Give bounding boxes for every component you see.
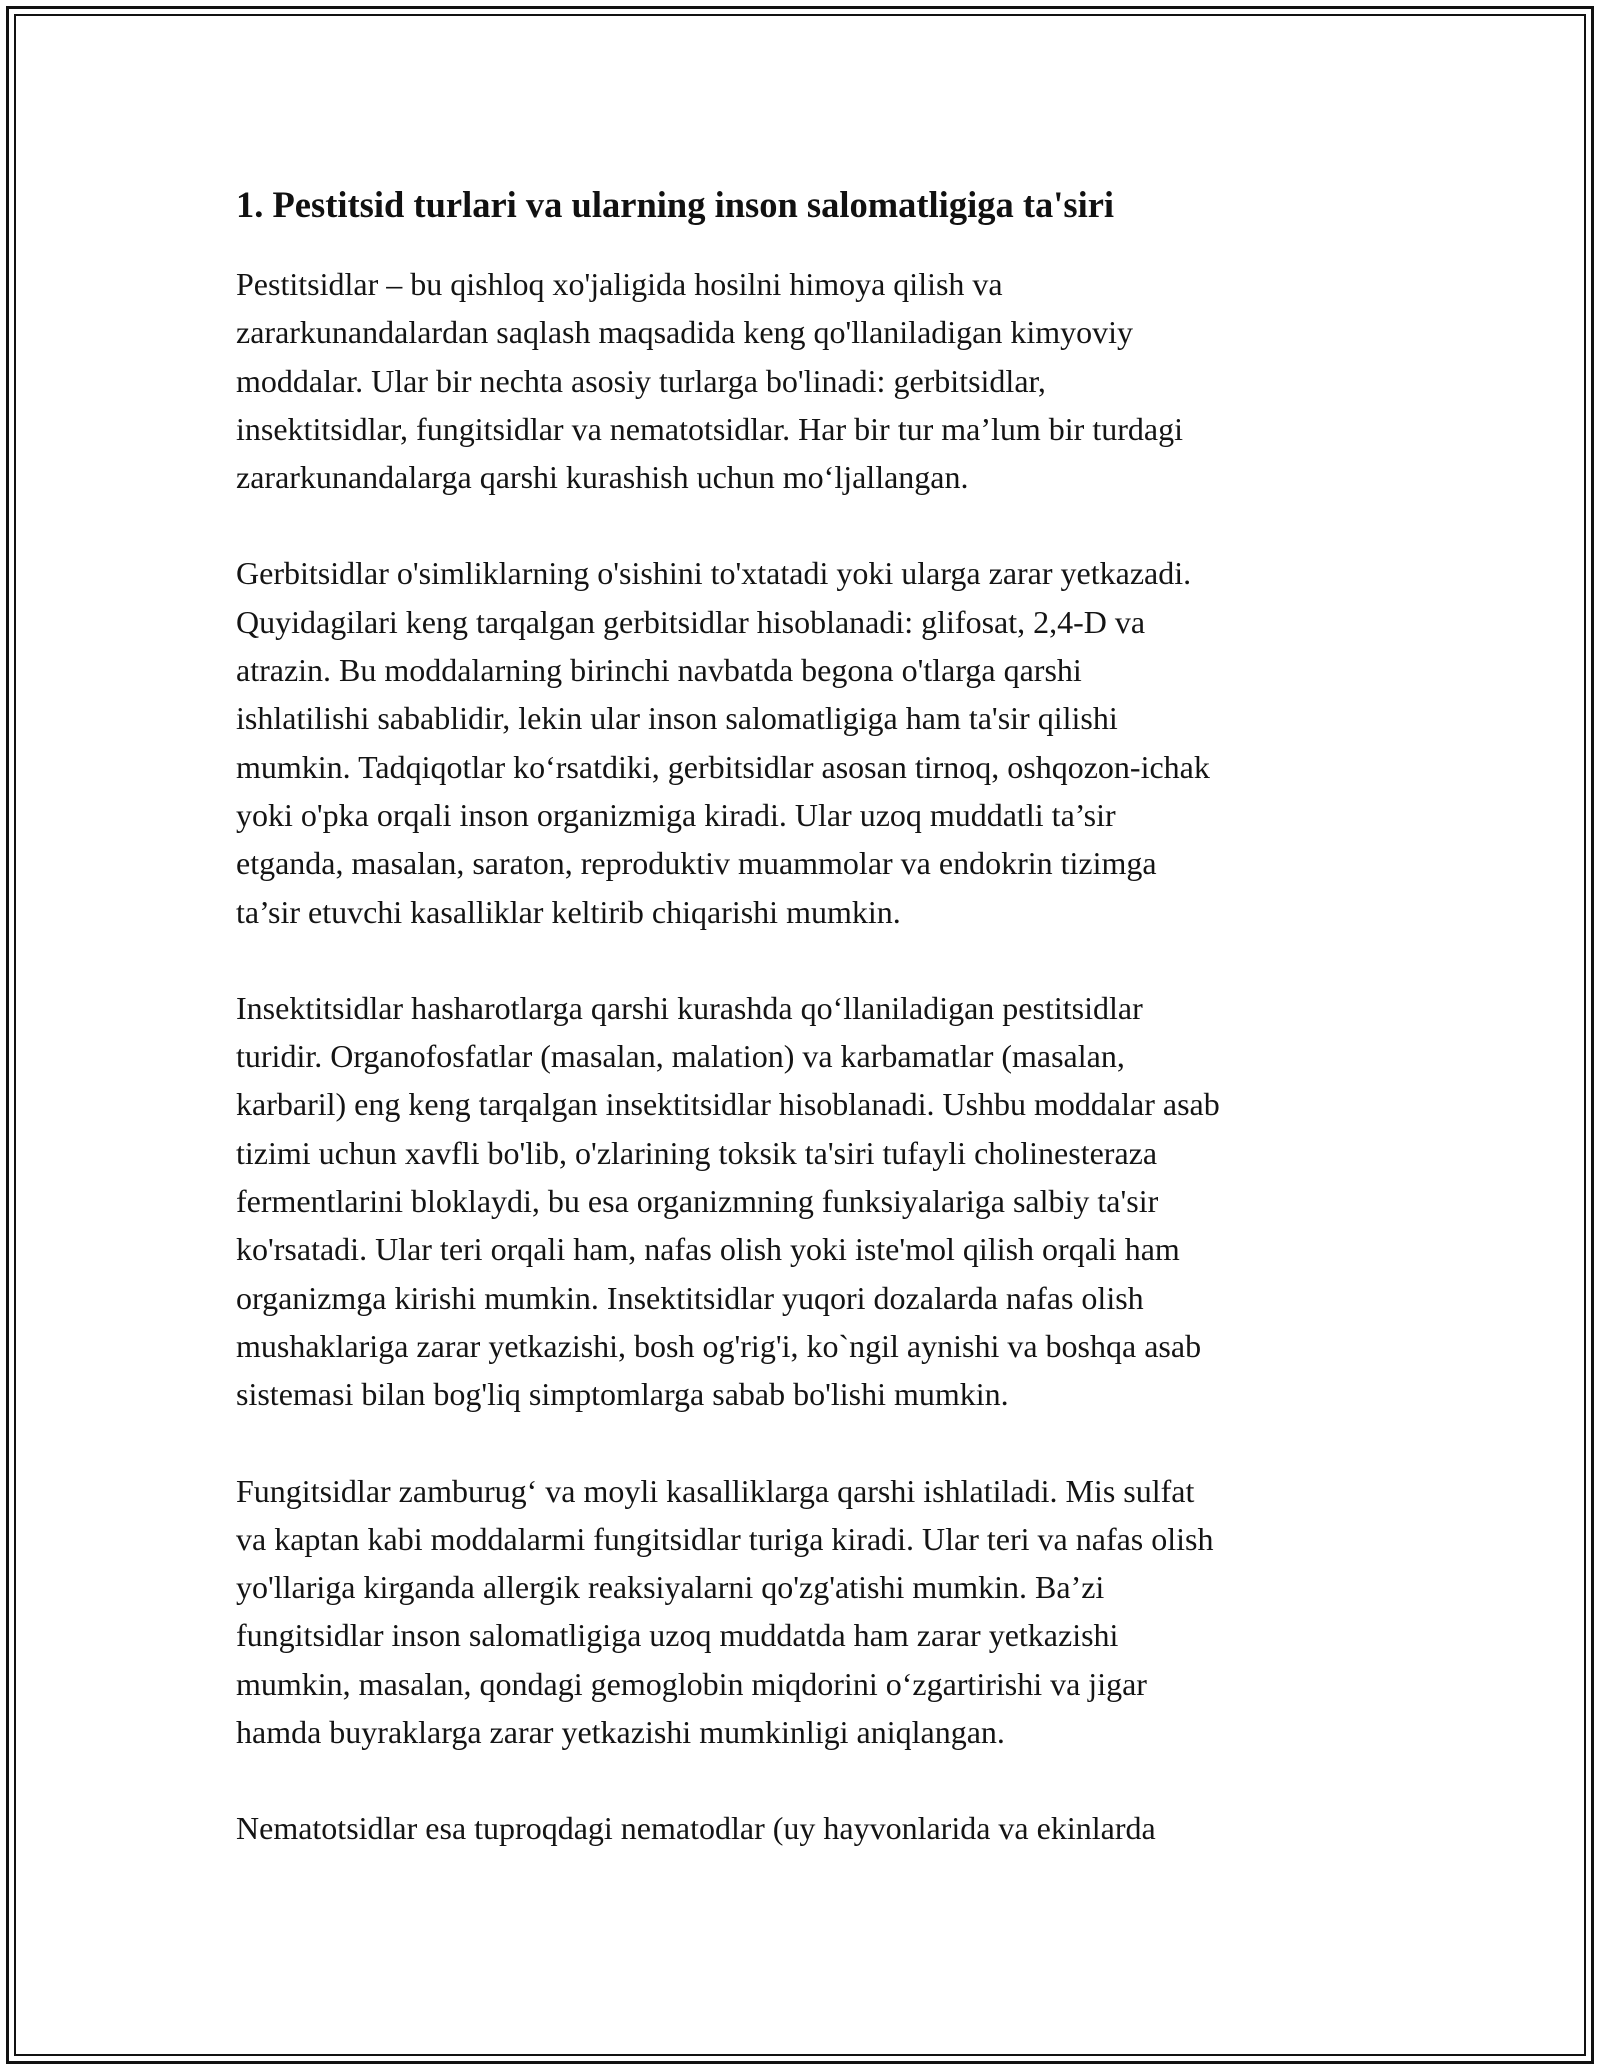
text-line: ishlatilishi sabablidir, lekin ular inson salomatligiga ham ta'sir qilishi (236, 700, 1118, 737)
text-line: Gerbitsidlar o'simliklarning o'sishini to'xtatadi yoki ularga zarar yetkazadi. (236, 555, 1192, 592)
text-line: ko'rsatadi. Ular teri orqali ham, nafas olish yoki iste'mol qilish orqali ham (236, 1231, 1180, 1268)
text-line: zararkunandalardan saqlash maqsadida keng qo'llaniladigan kimyoviy (236, 314, 1134, 351)
text-line: karbaril) eng keng tarqalgan insektitsidlar hisoblanadi. Ushbu moddalar asab (236, 1086, 1220, 1123)
text-line: yo'llariga kirganda allergik reaksiyalarni qo'zg'atishi mumkin. Ba’zi (236, 1569, 1105, 1606)
text-line: Quyidagilari keng tarqalgan gerbitsidlar hisoblanadi: glifosat, 2,4-D va (236, 603, 1146, 640)
section-heading: 1. Pestitsid turlari va ularning inson salomatligiga ta'siri (236, 184, 1115, 225)
text-line: mumkin. Tadqiqotlar ko‘rsatdiki, gerbitsidlar asosan tirnoq, oshqozon-ichak (236, 748, 1210, 785)
text-line: insektitsidlar, fungitsidlar va nematotsidlar. Har bir tur ma’lum bir turdagi (236, 410, 1183, 447)
paragraph-pesticides-intro (236, 260, 1386, 501)
text-line: sistemasi bilan bog'liq simptomlarga sabab bo'lishi mumkin. (236, 1376, 1009, 1413)
text-line: hamda buyraklarga zarar yetkazishi mumkinligi aniqlangan. (236, 1714, 1005, 1751)
paragraph-herbicides (236, 549, 1386, 935)
text-line: fermentlarini bloklaydi, bu esa organizmning funksiyalariga salbiy ta'sir (236, 1183, 1159, 1220)
text-line: Nematotsidlar esa tuproqdagi nematodlar (uy hayvonlarida va ekinlarda (236, 1810, 1156, 1847)
text-line: Pestitsidlar – bu qishloq xo'jaligida hosilni himoya qilish va (236, 266, 1003, 302)
paragraph-fungicides (236, 1467, 1386, 1757)
text-line: atrazin. Bu moddalarning birinchi navbatda begona o'tlarga qarshi (236, 652, 1082, 689)
text-line: zararkunandalarga qarshi kurashish uchun mo‘ljallangan. (236, 459, 969, 496)
text-line: tizimi uchun xavfli bo'lib, o'zlarining toksik ta'siri tufayli cholinesteraza (236, 1134, 1158, 1171)
text-line: Fungitsidlar zamburug‘ va moyli kasalliklarga qarshi ishlatiladi. Mis sulfat (236, 1472, 1195, 1509)
text-line: yoki o'pka orqali inson organizmiga kiradi. Ular uzoq muddatli ta’sir (236, 796, 1116, 833)
text-line: organizmga kirishi mumkin. Insektitsidlar yuqori dozalarda nafas olish (236, 1279, 1144, 1316)
text-line: fungitsidlar inson salomatligiga uzoq muddatda ham zarar yetkazishi (236, 1617, 1119, 1654)
text-line: Insektitsidlar hasharotlarga qarshi kurashda qo‘llaniladigan pestitsidlar (236, 989, 1143, 1026)
text-line: va kaptan kabi moddalarmi fungitsidlar turiga kiradi. Ular teri va nafas olish (236, 1520, 1214, 1557)
text-line: ta’sir etuvchi kasalliklar keltirib chiqarishi mumkin. (236, 893, 901, 930)
text-line: moddalar. Ular bir nechta asosiy turlarga bo'linadi: gerbitsidlar, (236, 362, 1046, 399)
text-line: mumkin, masalan, qondagi gemoglobin miqdorini o‘zgartirishi va jigar (236, 1665, 1147, 1702)
paragraph-insecticides (236, 984, 1386, 1419)
paragraph-nematicides (236, 1804, 1386, 1852)
text-line: turidir. Organofosfatlar (masalan, malation) va karbamatlar (masalan, (236, 1038, 1125, 1075)
text-line: etganda, masalan, saraton, reproduktiv muammolar va endokrin tizimga (236, 845, 1157, 882)
document-body (236, 178, 1386, 1901)
text-line: mushaklariga zarar yetkazishi, bosh og'rig'i, ko`ngil aynishi va boshqa asab (236, 1327, 1202, 1364)
